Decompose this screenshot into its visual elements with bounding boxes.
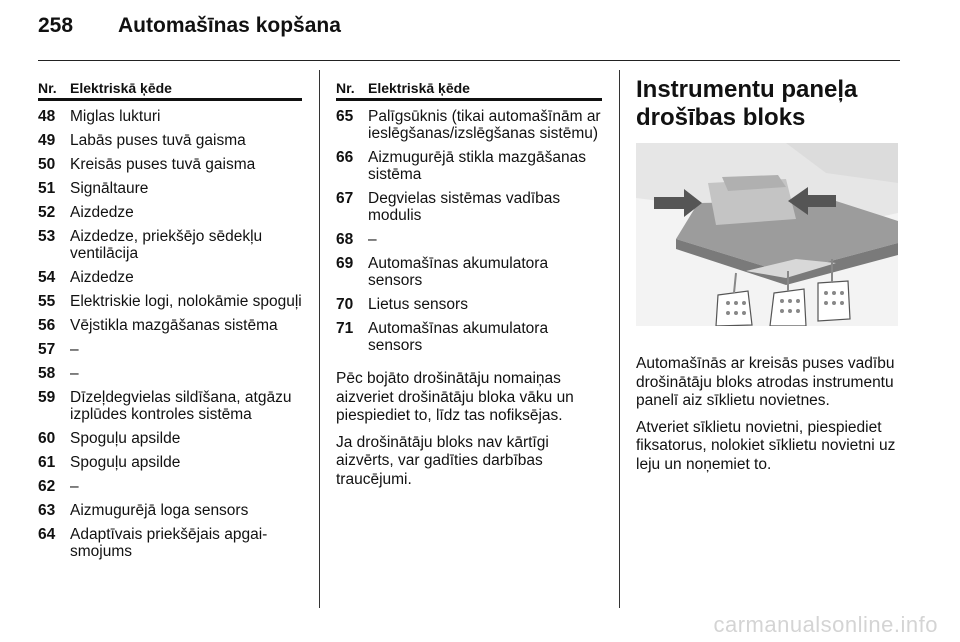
page-header [38,14,341,38]
fuse-number: 70 [336,296,354,313]
circuit-name: Dīzeļdegvielas sildīšana, atgāzu izplūdes kontroles sistēma [70,389,292,423]
fuse-number: 55 [38,293,56,310]
circuit-name: Aizdedze [70,204,134,221]
page-number: 258 [38,14,74,37]
table-row [38,341,302,358]
fuse-number: 71 [336,320,354,337]
column-nr-header: Nr. [38,80,57,96]
circuit-name: Spoguļu apsilde [70,454,181,471]
header-rule [38,60,900,61]
paragraph: Pēc bojāto drošinātāju nomaiņas aizveriet drošinātāju bloka vāku un piespiediet to, līdz tas nofiksējas. [336,370,574,424]
circuit-name: Aizmugurējā stikla mazgāšanas sistēma [368,149,586,183]
section-text [636,355,901,474]
fuse-number: 69 [336,255,354,272]
table-row [38,204,302,221]
watermark: carmanualsonline.info [713,612,938,637]
fuse-number: 65 [336,108,354,125]
fuse-number: 59 [38,389,56,406]
table-row [38,317,302,334]
column-circuit-header: Elektriskā ķēde [368,80,470,96]
circuit-name: – [70,341,79,358]
table-row [38,478,302,495]
circuit-name: Aizdedze [70,269,134,286]
fuse-number: 54 [38,269,56,286]
column-nr-header: Nr. [336,80,355,96]
table-row [38,365,302,382]
fuse-number: 64 [38,526,56,543]
fuse-number: 53 [38,228,56,245]
table-row [336,255,602,289]
page-title: Automašīnas kopšana [118,14,341,37]
circuit-name: Labās puses tuvā gaisma [70,132,246,149]
fuse-number: 48 [38,108,56,125]
circuit-name: Degvielas sistēmas vadības modulis [368,190,561,224]
circuit-name: Vējstikla mazgāšanas sistēma [70,317,278,334]
fuse-table-left [38,80,302,560]
circuit-name: Miglas lukturi [70,108,161,125]
fuse-number: 62 [38,478,56,495]
fuse-number: 58 [38,365,56,382]
circuit-name: Spoguļu apsilde [70,430,181,447]
fuse-table-right [336,80,602,489]
fuse-number: 49 [38,132,56,149]
table-row [38,526,302,560]
table-row [38,430,302,447]
table-row [38,228,302,262]
paragraph: Atveriet sīklietu novietni, piespiediet fiksatorus, nolokiet sīklietu novietni uz leju un noņemiet to. [636,418,896,473]
circuit-name: Aizdedze, priekšējo sēdekļu ventilācija [70,228,263,262]
circuit-name: Lietus sensors [368,296,468,313]
circuit-name: Kreisās puses tuvā gaisma [70,156,256,173]
circuit-name: Signāltaure [70,180,149,197]
table-row [38,502,302,519]
fuse-number: 68 [336,231,354,248]
circuit-name: Palīgsūknis (tikai automašīnām ar ieslēgšanas/izslēgšanas sistēmu) [368,108,601,142]
table-row [38,156,302,173]
paragraph: Ja drošinātāju bloks nav kārtīgi aizvērts, var gadīties darbības traucējumi. [336,433,549,488]
fuse-number: 56 [38,317,56,334]
paragraph: Automašīnās ar kreisās puses vadību drošinātāju bloks atrodas instrumentu panelī aiz sīklietu novietnes. [636,355,895,409]
fuse-number: 50 [38,156,56,173]
instructions [336,370,602,489]
fuse-number: 66 [336,149,354,166]
fuse-number: 52 [38,204,56,221]
table-row [336,108,602,142]
column-divider [319,70,320,608]
table-row [38,389,302,423]
fuse-box-illustration [636,143,898,326]
table-header [38,80,302,101]
circuit-name: – [368,231,377,248]
circuit-name: Automašīnas akumulatora sensors [368,255,549,289]
circuit-name: Aizmugurējā loga sensors [70,502,249,519]
table-row [38,180,302,197]
circuit-name: – [70,478,79,495]
right-column [636,76,901,474]
circuit-name: Elektriskie logi, nolokāmie spoguļi [70,293,302,310]
circuit-name: Adaptīvais priekšējais apgai- smojums [70,526,268,560]
column-circuit-header: Elektriskā ķēde [70,80,172,96]
table-row [38,269,302,286]
fuse-number: 63 [38,502,56,519]
fuse-number: 67 [336,190,354,207]
table-row [336,320,602,354]
table-row [336,149,602,183]
fuse-number: 57 [38,341,56,358]
fuse-number: 61 [38,454,56,471]
fuse-number: 51 [38,180,56,197]
section-title: Instrumentu paneļa drošības bloks [636,76,858,131]
fuse-number: 60 [38,430,56,447]
table-row [336,296,602,313]
circuit-name: – [70,365,79,382]
table-row [336,190,602,224]
table-row [38,293,302,310]
table-row [336,231,602,248]
table-header [336,80,602,101]
circuit-name: Automašīnas akumulatora sensors [368,320,549,354]
table-row [38,132,302,149]
table-row [38,108,302,125]
column-divider [619,70,620,608]
table-row [38,454,302,471]
